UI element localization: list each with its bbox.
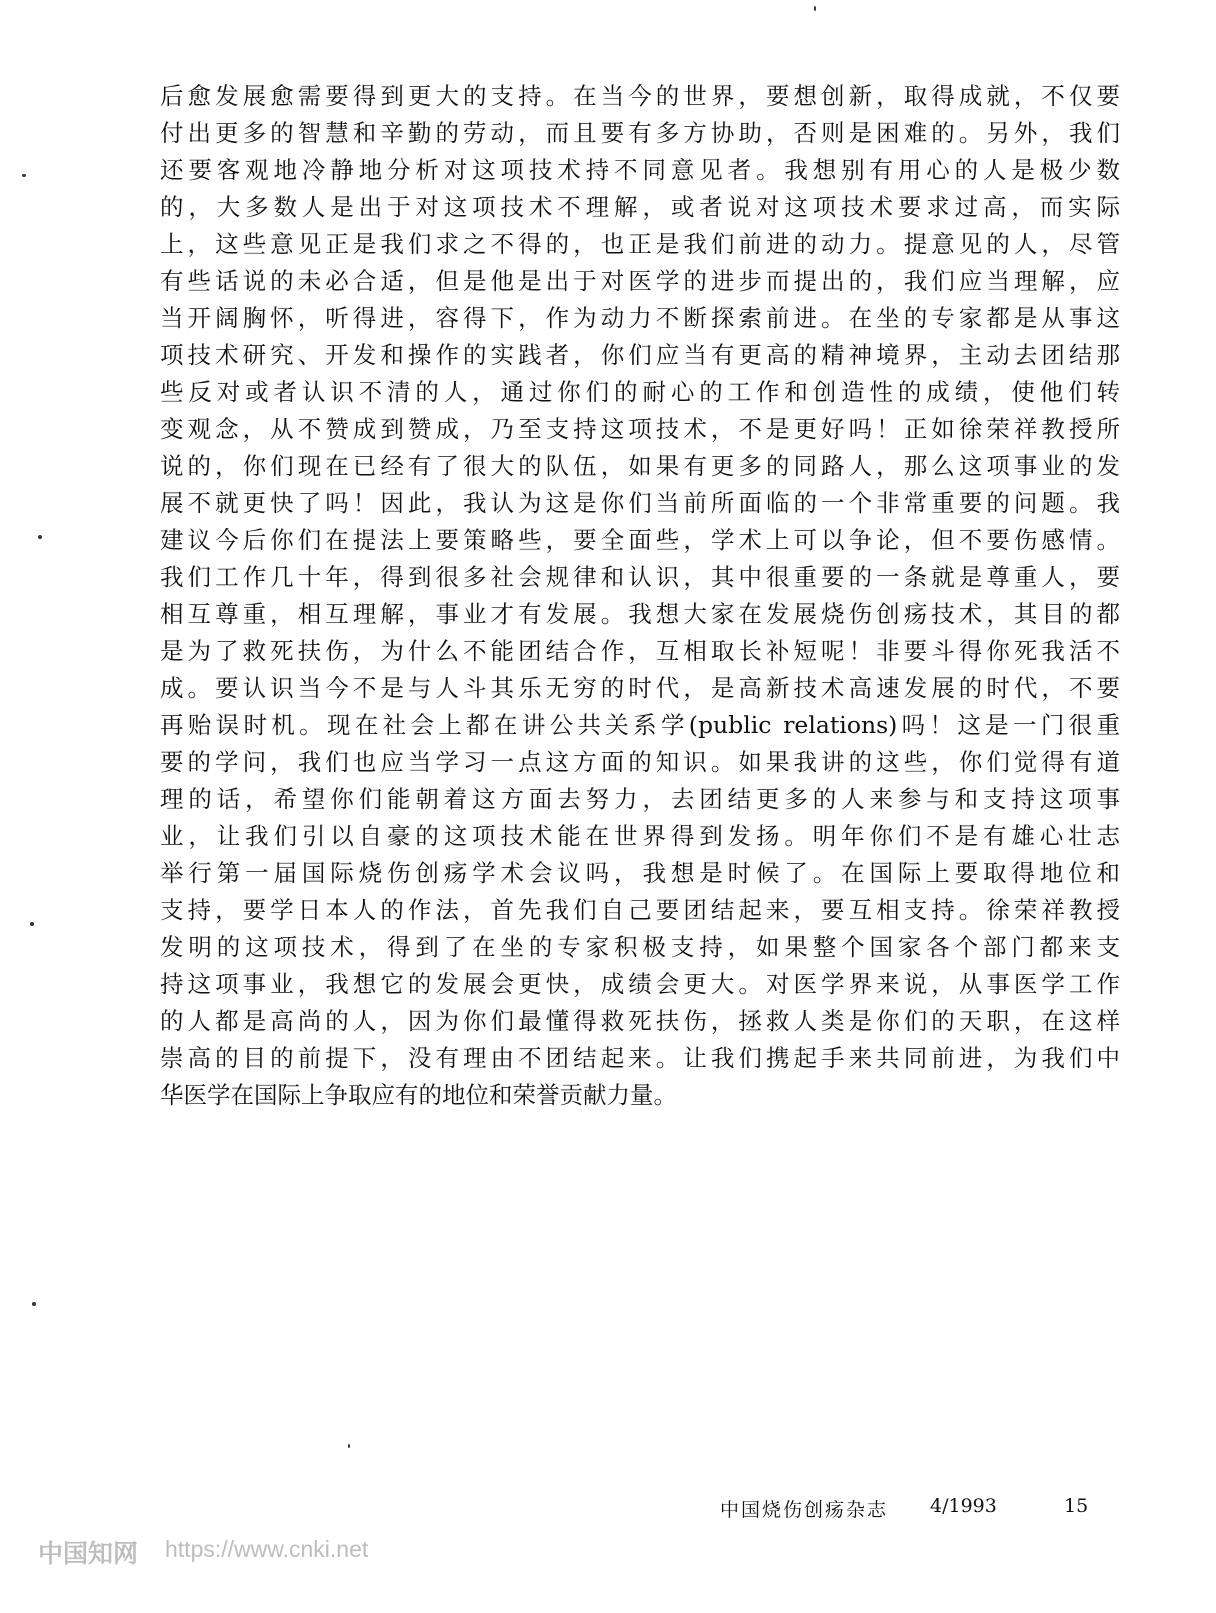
scan-speck <box>38 535 42 539</box>
text-line: 理的话，希望你们能朝着这方面去努力，去团结更多的人来参与和支持这项事 <box>160 785 1120 813</box>
text-line-last: 华医学在国际上争取应有的地位和荣誉贡献力量。 <box>160 1081 677 1109</box>
text-line: 我们工作几十年，得到很多社会规律和认识，其中很重要的一条就是尊重人，要 <box>160 563 1120 591</box>
text-line: 持这项事业，我想它的发展会更快，成绩会更大。对医学界来说，从事医学工作 <box>160 970 1120 998</box>
text-line: 项技术研究、开发和操作的实践者，你们应当有更高的精神境界，主动去团结那 <box>160 341 1120 369</box>
text-line: 是为了救死扶伤，为什么不能团结合作，互相取长补短呢！非要斗得你死我活不 <box>160 637 1120 665</box>
text-line: 举行第一届国际烧伤创疡学术会议吗，我想是时候了。在国际上要取得地位和 <box>160 859 1120 887</box>
text-line: 上，这些意见正是我们求之不得的，也正是我们前进的动力。提意见的人，尽管 <box>160 230 1120 258</box>
text-line: 发明的这项技术，得到了在坐的专家积极支持，如果整个国家各个部门都来支 <box>160 933 1120 961</box>
footer-page-number: 15 <box>1064 1495 1089 1517</box>
text-line: 崇高的目的前提下，没有理由不团结起来。让我们携起手来共同前进，为我们中 <box>160 1044 1120 1072</box>
article-body <box>160 78 1120 1114</box>
scan-speck <box>32 1302 36 1306</box>
text-line: 展不就更快了吗！因此，我认为这是你们当前所面临的一个非常重要的问题。我 <box>160 489 1120 517</box>
text-line: 说的，你们现在已经有了很大的队伍，如果有更多的同路人，那么这项事业的发 <box>160 452 1120 480</box>
text-line: 有些话说的未必合适，但是他是出于对医学的进步而提出的，我们应当理解，应 <box>160 267 1120 295</box>
footer-journal-title: 中国烧伤创疡杂志 <box>720 1499 889 1521</box>
text-line: 再贻误时机。现在社会上都在讲公共关系学(public relations)吗！这是一门很重 <box>160 711 1120 739</box>
text-line: 建议今后你们在提法上要策略些，要全面些，学术上可以争论，但不要伤感情。 <box>160 526 1120 554</box>
text-line: 要的学问，我们也应当学习一点这方面的知识。如果我讲的这些，你们觉得有道 <box>160 748 1120 776</box>
text-line: 还要客观地冷静地分析对这项技术持不同意见者。我想别有用心的人是极少数 <box>160 156 1120 184</box>
text-line: 相互尊重，相互理解，事业才有发展。我想大家在发展烧伤创疡技术，其目的都 <box>160 600 1120 628</box>
text-line: 的人都是高尚的人，因为你们最懂得救死扶伤，拯救人类是你们的天职，在这样 <box>160 1007 1120 1035</box>
text-line: 的，大多数人是出于对这项技术不理解，或者说对这项技术要求过高，而实际 <box>160 193 1120 221</box>
text-line: 后愈发展愈需要得到更大的支持。在当今的世界，要想创新，取得成就，不仅要 <box>160 82 1120 110</box>
cnki-watermark-url: https://www.cnki.net <box>165 1536 369 1562</box>
text-line: 变观念，从不赞成到赞成，乃至支持这项技术，不是更好吗！正如徐荣祥教授所 <box>160 415 1120 443</box>
scan-speck <box>814 6 816 11</box>
text-line: 当开阔胸怀，听得进，容得下，作为动力不断探索前进。在坐的专家都是从事这 <box>160 304 1120 332</box>
scan-speck <box>30 922 34 926</box>
text-line: 些反对或者认识不清的人，通过你们的耐心的工作和创造性的成绩，使他们转 <box>160 378 1120 406</box>
text-line: 成。要认识当今不是与人斗其乐无穷的时代，是高新技术高速发展的时代，不要 <box>160 674 1120 702</box>
scan-speck <box>348 1444 350 1448</box>
scan-speck <box>22 174 26 177</box>
footer-issue: 4/1993 <box>930 1495 997 1517</box>
text-line: 付出更多的智慧和辛勤的劳动，而且要有多方协助，否则是困难的。另外，我们 <box>160 119 1120 147</box>
text-line: 支持，要学日本人的作法，首先我们自己要团结起来，要互相支持。徐荣祥教授 <box>160 896 1120 924</box>
cnki-watermark-logo: 中国知网 <box>38 1539 139 1568</box>
text-line: 业，让我们引以自豪的这项技术能在世界得到发扬。明年你们不是有雄心壮志 <box>160 822 1120 850</box>
